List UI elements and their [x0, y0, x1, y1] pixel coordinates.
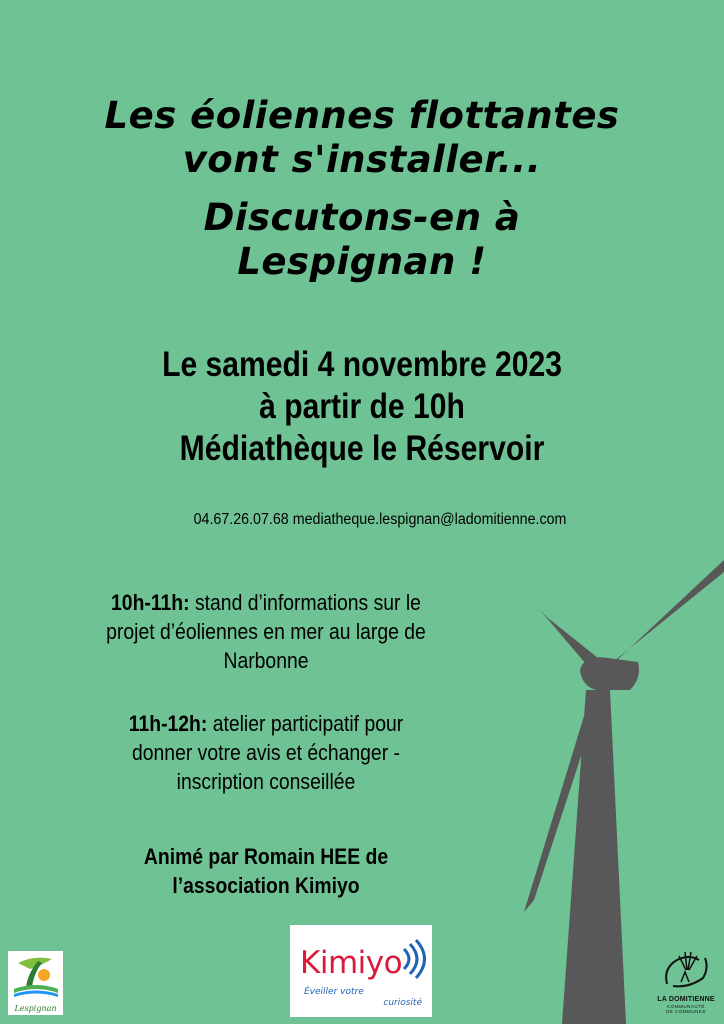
kimiyo-tagline-1: Éveiller votre [304, 987, 364, 997]
turbine-blade-right [600, 560, 724, 676]
kimiyo-tagline [304, 987, 422, 1009]
event-date: Le samedi 4 novembre 2023 [162, 345, 562, 384]
headline-line-2: vont s'installer... [182, 138, 542, 181]
kimiyo-logo-name: Kimiyo [300, 945, 403, 981]
lespignan-logo-label: Lespignan [14, 1004, 57, 1013]
program-item-1 [64, 588, 469, 675]
domitienne-subtitle-2: DE COMMUNES [666, 1009, 706, 1014]
program-time-1: 10h-11h: [111, 590, 190, 615]
lespignan-logo [8, 951, 63, 1015]
program-text-2a: atelier participatif pour [207, 711, 404, 736]
animator-line-2: l’association Kimiyo [172, 873, 360, 898]
animator-info [64, 842, 469, 900]
domitienne-subtitle-1: COMMUNAUTÉ [667, 1004, 705, 1009]
headline-line-3: Discutons-en à [203, 196, 521, 239]
contact-info: 04.67.26.07.68 mediatheque.lespignan@ladomitienne.com [193, 511, 567, 528]
headline-line-1: Les éoliennes flottantes [104, 94, 620, 137]
la-domitienne-logo [655, 948, 717, 1020]
domitienne-emblem-icon [655, 948, 717, 994]
turbine-nacelle [580, 657, 639, 690]
turbine-tower [562, 690, 626, 1024]
domitienne-subtitle [655, 1004, 717, 1014]
program-time-2: 11h-12h: [128, 711, 208, 736]
lespignan-emblem-icon [8, 951, 63, 1001]
headline-line-4: Lespignan ! [237, 240, 487, 283]
program-text-2c: inscription conseillée [176, 769, 356, 794]
headline-bottom [0, 196, 724, 284]
kimiyo-logo [290, 925, 432, 1017]
domitienne-name: LA DOMITIENNE [657, 996, 715, 1003]
program-text-1a: stand d’informations sur le [189, 590, 421, 615]
event-details [51, 344, 674, 470]
event-time: à partir de 10h [259, 387, 465, 426]
headline-top [0, 94, 724, 182]
program-item-2 [64, 709, 469, 796]
event-venue: Médiathèque le Réservoir [179, 429, 545, 468]
program-text-1b: projet d’éoliennes en mer au large de [106, 619, 426, 644]
animator-line-1: Animé par Romain HEE de [143, 844, 389, 869]
program-text-1c: Narbonne [223, 648, 309, 673]
turbine-blade-left [540, 610, 598, 664]
kimiyo-tagline-2: curiosité [383, 998, 422, 1008]
program-text-2b: donner votre avis et échanger - [132, 740, 400, 765]
signal-waves-icon [400, 939, 430, 979]
